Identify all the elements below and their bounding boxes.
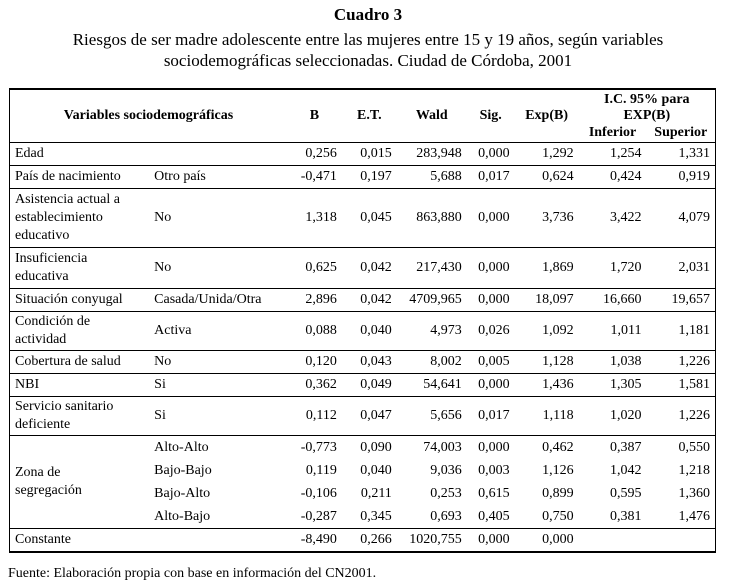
cell-et: 0,049: [342, 374, 397, 397]
cell-wald: 863,880: [397, 189, 467, 248]
table-title: Cuadro 3: [333, 5, 403, 24]
regression-table: [9, 88, 716, 553]
header-b: B: [309, 108, 320, 123]
cell-et: 0,211: [360, 485, 392, 501]
cell-b: -8,490: [287, 529, 342, 553]
cell-superior: 4,079: [646, 189, 715, 248]
variable-label-line: educativo: [15, 228, 70, 243]
cell-exp: 1,092: [515, 312, 579, 351]
cell-superior: 0,919: [646, 166, 715, 189]
cell-inferior: 16,660: [579, 289, 647, 312]
variable-label: [10, 397, 150, 436]
cell-sig: 0,405: [478, 508, 510, 524]
subtitle-line-1: Riesgos de ser madre adolescente entre las mujeres entre 15 y 19 años, según variables: [72, 30, 664, 49]
cell-superior: 1,581: [646, 374, 715, 397]
variable-label-line: Condición de: [15, 314, 91, 329]
category-label: Otro país: [149, 166, 287, 189]
header-row: [10, 89, 716, 124]
cell-inferior: 0,595: [609, 485, 642, 501]
variable-label-line: Servicio sanitario: [15, 399, 114, 414]
variable-label-line: educativa: [15, 269, 69, 284]
cell-superior: 0,550: [646, 436, 715, 460]
cell-exp: 0,899: [542, 485, 574, 501]
category-label: Alto-Alto: [149, 436, 287, 460]
cell-b: -0,106: [300, 485, 337, 501]
cell-exp: 3,736: [515, 189, 579, 248]
cell-sig: 0,000: [467, 143, 515, 166]
category-label: No: [149, 189, 287, 248]
cell-b: 0,120: [287, 351, 342, 374]
cell-b: -0,773: [287, 436, 342, 460]
cell-et: 0,040: [342, 312, 397, 351]
cell-sig: 0,000: [467, 529, 515, 553]
cell-wald: 74,003: [397, 436, 467, 460]
cell-inferior: [579, 529, 647, 553]
cell-sig: 0,005: [467, 351, 515, 374]
header-et: E.T.: [357, 108, 382, 123]
cell-b: 0,256: [287, 143, 342, 166]
header-exp: Exp(B): [525, 108, 569, 123]
header-wald: Wald: [415, 108, 448, 123]
cell-wald: 0,693: [430, 508, 462, 524]
cell-superior: 2,031: [646, 248, 715, 289]
variable-label: [10, 436, 150, 529]
cell-wald: 0,253: [430, 485, 462, 501]
cell-exp: 1,126: [542, 462, 574, 478]
cell-exp: 1,436: [515, 374, 579, 397]
subtitle-line-2: sociodemográficas seleccionadas. Ciudad de Córdoba, 2001: [163, 51, 573, 70]
cell-exp: 1,128: [515, 351, 579, 374]
variable-label-line: segregación: [15, 483, 82, 498]
cell-b: 0,362: [287, 374, 342, 397]
cell-inferior: 3,422: [579, 189, 647, 248]
cell-et: 0,090: [342, 436, 397, 460]
category-label: Casada/Unida/Otra: [149, 289, 287, 312]
table-row: [10, 374, 716, 397]
cell-inferior: 0,381: [609, 508, 642, 524]
cell-inferior: 1,305: [579, 374, 647, 397]
cell-wald: 54,641: [397, 374, 467, 397]
variable-label-line: establecimiento: [15, 210, 103, 225]
cell-inferior: 1,254: [579, 143, 647, 166]
table-row: [10, 351, 716, 374]
header-inferior: Inferior: [588, 125, 637, 140]
cell-exp: 1,118: [515, 397, 579, 436]
cell-wald: 4,973: [397, 312, 467, 351]
cell-b: -0,471: [287, 166, 342, 189]
category-label: Activa: [149, 312, 287, 351]
cell-et: 0,043: [342, 351, 397, 374]
cell-superior: 1,226: [646, 351, 715, 374]
cell-inferior: 0,424: [579, 166, 647, 189]
cell-b: 1,318: [287, 189, 342, 248]
variable-label-line: deficiente: [15, 417, 71, 432]
variable-label: [10, 189, 150, 248]
cell-et: 0,345: [360, 508, 392, 524]
category-label: Alto-Bajo: [154, 508, 211, 524]
variable-label-line: Insuficiencia: [15, 251, 88, 266]
cell-et: 0,042: [342, 248, 397, 289]
cell-superior: 1,360: [678, 485, 710, 501]
cell-et: 0,266: [342, 529, 397, 553]
header-sig: Sig.: [479, 108, 502, 123]
cell-exp: 1,869: [515, 248, 579, 289]
variable-label: País de nacimiento: [10, 166, 150, 189]
cell-wald: 1020,755: [397, 529, 467, 553]
variable-label-line: actividad: [15, 332, 67, 347]
cell-et: 0,015: [342, 143, 397, 166]
cell-exp: 0,000: [515, 529, 579, 553]
cell-sig: 0,026: [467, 312, 515, 351]
cell-b: 0,088: [287, 312, 342, 351]
cell-wald: 9,036: [430, 462, 462, 478]
cell-et: 0,045: [342, 189, 397, 248]
category-label: Si: [149, 374, 287, 397]
cell-sig: 0,000: [467, 248, 515, 289]
cell-inferior: 1,020: [579, 397, 647, 436]
variable-label: Situación conyugal: [10, 289, 150, 312]
cell-exp: 0,624: [515, 166, 579, 189]
cell-superior: 1,218: [678, 462, 710, 478]
cell-wald: 283,948: [397, 143, 467, 166]
cell-et: 0,197: [342, 166, 397, 189]
cell-sig: 0,000: [467, 374, 515, 397]
cell-inferior: 1,038: [579, 351, 647, 374]
cell-b: 2,896: [287, 289, 342, 312]
table-row: [10, 143, 716, 166]
cell-inferior: 0,387: [579, 436, 647, 460]
cell-sig: 0,000: [467, 289, 515, 312]
variable-label-line: Asistencia actual a: [15, 192, 120, 207]
variable-label: NBI: [10, 374, 150, 397]
cell-sig: 0,017: [467, 166, 515, 189]
cell-superior: 1,476: [678, 508, 710, 524]
cell-sig: 0,003: [478, 462, 510, 478]
cell-superior: 1,181: [646, 312, 715, 351]
category-label: Bajo-Alto: [154, 485, 211, 501]
cell-inferior: 1,011: [579, 312, 647, 351]
cell-sig: 0,000: [467, 189, 515, 248]
cell-et: 0,047: [342, 397, 397, 436]
cell-b: 0,625: [287, 248, 342, 289]
table-row: [10, 397, 716, 436]
header-ic: I.C. 95% para EXP(B): [604, 92, 690, 123]
cell-b: 0,112: [287, 397, 342, 436]
cell-inferior: 1,720: [579, 248, 647, 289]
cell-b: -0,287: [300, 508, 337, 524]
table-row: [10, 166, 716, 189]
cell-exp: 18,097: [515, 289, 579, 312]
variable-label: [10, 248, 150, 289]
cell-wald: 4709,965: [397, 289, 467, 312]
cell-exp: 0,750: [542, 508, 574, 524]
cell-sig: 0,000: [467, 436, 515, 460]
cell-superior: [646, 529, 715, 553]
cell-exp: 1,292: [515, 143, 579, 166]
cell-superior: 1,331: [646, 143, 715, 166]
cell-et: 0,042: [342, 289, 397, 312]
header-superior: Superior: [654, 125, 708, 140]
category-label: Si: [149, 397, 287, 436]
cell-et: 0,040: [360, 462, 392, 478]
category-label: Bajo-Bajo: [154, 462, 212, 478]
cell-wald: 5,656: [397, 397, 467, 436]
table-row: [10, 529, 716, 553]
table-row: [10, 436, 716, 460]
variable-label: Constante: [10, 529, 150, 553]
cell-sig: 0,615: [478, 485, 510, 501]
category-label: [149, 143, 287, 166]
cell-exp: 0,462: [515, 436, 579, 460]
cell-wald: 217,430: [397, 248, 467, 289]
variable-label-line: Zona de: [15, 465, 61, 480]
category-label: No: [149, 351, 287, 374]
table-subtitle: [20, 29, 716, 71]
table-row: [10, 312, 716, 351]
cell-inferior: 1,042: [609, 462, 642, 478]
table-row: [10, 289, 716, 312]
category-label: [149, 529, 287, 553]
cell-superior: 1,226: [646, 397, 715, 436]
source-note: Fuente: Elaboración propia con base en información del CN2001.: [8, 566, 377, 581]
cell-wald: 5,688: [397, 166, 467, 189]
cell-wald: 8,002: [397, 351, 467, 374]
cell-b: 0,119: [305, 462, 337, 478]
table-row: [10, 248, 716, 289]
header-variables: Variables sociodemográficas: [63, 108, 234, 123]
cell-sig: 0,017: [467, 397, 515, 436]
variable-label: [10, 312, 150, 351]
table-row: [10, 189, 716, 248]
cell-superior: 19,657: [646, 289, 715, 312]
variable-label: Cobertura de salud: [10, 351, 150, 374]
category-label: No: [149, 248, 287, 289]
variable-label: Edad: [10, 143, 150, 166]
